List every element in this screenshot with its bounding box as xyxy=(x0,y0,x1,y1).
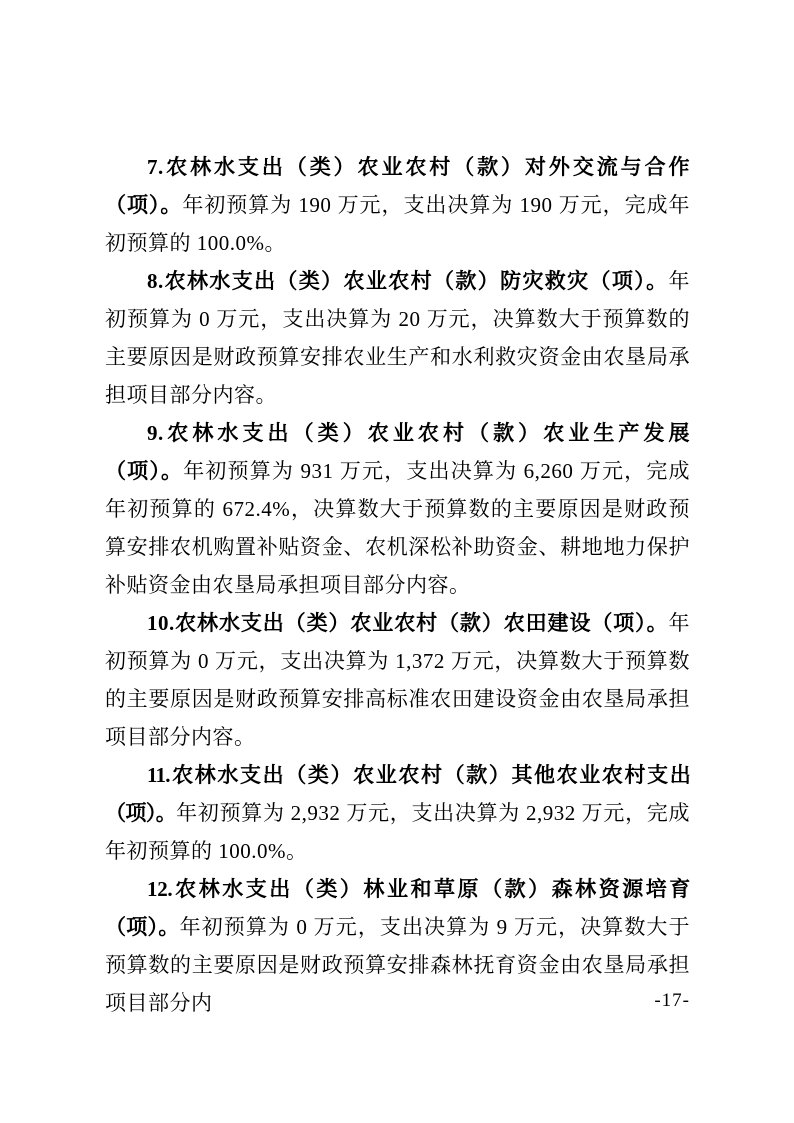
paragraph-item-8 xyxy=(105,262,690,414)
paragraph-body: 年初预算为 190 万元，支出决算为 190 万元，完成年初预算的 100.0%。 xyxy=(105,193,691,255)
paragraph-heading: 7.农林水支出（类）农业农村（款）对外交流与合作（项）。 xyxy=(105,155,690,217)
paragraph-heading: 10.农林水支出（类）农业农村（款）农田建设（项）。 xyxy=(147,611,669,635)
paragraph-body: 年初预算为 2,932 万元，支出决算为 2,932 万元，完成年初预算的 100.0%。 xyxy=(105,801,690,863)
paragraph-heading: 11.农林水支出（类）农业农村（款）其他农业农村支出（项）。 xyxy=(105,763,690,825)
paragraph-item-7 xyxy=(105,148,690,262)
paragraph-item-9 xyxy=(105,414,690,604)
paragraph-item-11 xyxy=(105,756,690,870)
page-number: -17- xyxy=(654,990,690,1011)
paragraph-body: 年初预算为 0 万元，支出决算为 1,372 万元，决算数大于预算数的主要原因是财政预算安排高标准农田建设资金由农垦局承担项目部分内容。 xyxy=(105,611,690,749)
paragraph-heading: 8.农林水支出（类）农业农村（款）防灾救灾（项）。 xyxy=(147,269,669,293)
paragraph-body: 年初预算为 0 万元，支出决算为 9 万元，决算数大于预算数的主要原因是财政预算安排森林抚育资金由农垦局承担项目部分内 xyxy=(105,915,690,1015)
document-body xyxy=(105,148,690,1022)
paragraph-item-12 xyxy=(105,870,690,1022)
paragraph-body: 年初预算为 931 万元，支出决算为 6,260 万元，完成年初预算的 672.4%，决算数大于预算数的主要原因是财政预算安排农机购置补贴资金、农机深松补助资金、耕地地力保护补贴资金由农垦局承担项目部分内容。 xyxy=(105,459,691,597)
paragraph-heading: 12.农林水支出（类）林业和草原（款）森林资源培育（项）。 xyxy=(105,877,690,939)
paragraph-heading: 9.农林水支出（类）农业农村（款）农业生产发展（项）。 xyxy=(105,421,690,483)
paragraph-item-10 xyxy=(105,604,690,756)
paragraph-body: 年初预算为 0 万元，支出决算为 20 万元，决算数大于预算数的主要原因是财政预算安排农业生产和水利救灾资金由农垦局承担项目部分内容。 xyxy=(105,269,690,407)
